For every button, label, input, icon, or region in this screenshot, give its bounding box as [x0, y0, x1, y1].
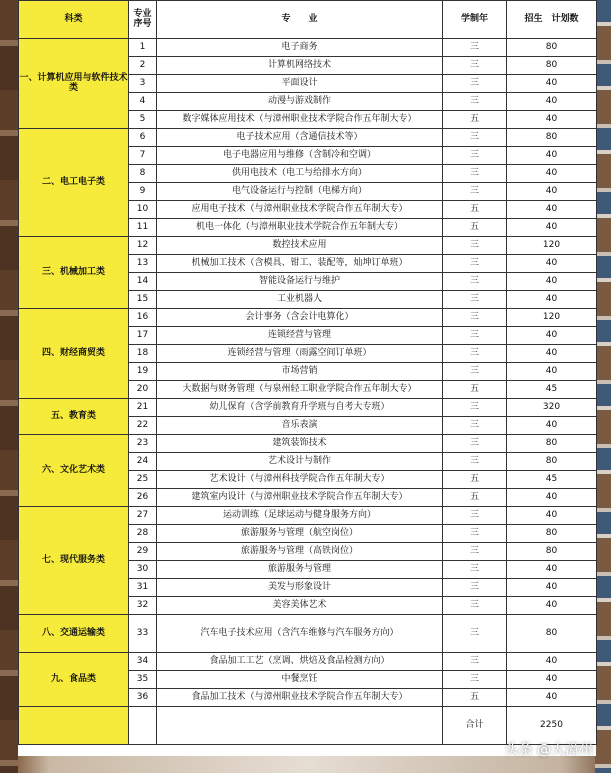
years-cell: 三: [443, 237, 507, 255]
plan-cell: 40: [507, 345, 597, 363]
years-cell: 三: [443, 291, 507, 309]
seq-cell: 11: [129, 219, 157, 237]
header-category: 科类: [19, 1, 129, 39]
major-cell: 电子商务: [157, 39, 443, 57]
seq-cell: 7: [129, 147, 157, 165]
header-major: 专 业: [157, 1, 443, 39]
major-cell: 美发与形象设计: [157, 579, 443, 597]
plan-cell: 40: [507, 653, 597, 671]
major-cell: 计算机网络技术: [157, 57, 443, 75]
major-cell: 数字媒体应用技术（与漳州职业技术学院合作五年制大专）: [157, 111, 443, 129]
table-row: [19, 615, 597, 653]
plan-cell: 320: [507, 399, 597, 417]
years-cell: 五: [443, 471, 507, 489]
major-cell: 机电一体化（与漳州职业技术学院合作五年制大专）: [157, 219, 443, 237]
years-cell: 三: [443, 39, 507, 57]
table-row: [19, 435, 597, 453]
years-cell: 三: [443, 435, 507, 453]
major-cell: 运动训练（足球运动与健身服务方向）: [157, 507, 443, 525]
table-row: [19, 129, 597, 147]
plan-cell: 40: [507, 363, 597, 381]
plan-cell: 40: [507, 489, 597, 507]
years-cell: 三: [443, 183, 507, 201]
seq-cell: 34: [129, 653, 157, 671]
major-cell: 艺术设计与制作: [157, 453, 443, 471]
years-cell: 三: [443, 147, 507, 165]
major-cell: 连锁经营与管理: [157, 327, 443, 345]
category-cell: 四、财经商贸类: [19, 309, 129, 399]
seq-cell: 13: [129, 255, 157, 273]
years-cell: 三: [443, 255, 507, 273]
seq-cell: 33: [129, 615, 157, 653]
plan-cell: 40: [507, 327, 597, 345]
years-cell: 五: [443, 111, 507, 129]
major-cell: 电子电器应用与维修（含制冷和空调）: [157, 147, 443, 165]
category-cell: 一、计算机应用与软件技术类: [19, 39, 129, 129]
years-cell: 三: [443, 579, 507, 597]
plan-cell: 40: [507, 75, 597, 93]
major-cell: 汽车电子技术应用（含汽车维修与汽车服务方向）: [157, 615, 443, 653]
years-cell: 三: [443, 417, 507, 435]
major-cell: 食品加工技术（与漳州职业技术学院合作五年制大专）: [157, 689, 443, 707]
seq-cell: 5: [129, 111, 157, 129]
table-row: [19, 507, 597, 525]
years-cell: 三: [443, 309, 507, 327]
years-cell: 五: [443, 201, 507, 219]
years-cell: 三: [443, 561, 507, 579]
years-cell: 三: [443, 615, 507, 653]
table-body: [19, 39, 597, 745]
years-cell: 三: [443, 75, 507, 93]
seq-cell: 17: [129, 327, 157, 345]
major-cell: 艺术设计（与漳州科技学院合作五年制大专）: [157, 471, 443, 489]
seq-cell: 30: [129, 561, 157, 579]
seq-cell: 2: [129, 57, 157, 75]
bookshelf-right-background: [595, 0, 611, 773]
major-cell: 大数据与财务管理（与泉州轻工职业学院合作五年制大专）: [157, 381, 443, 399]
years-cell: 三: [443, 597, 507, 615]
plan-cell: 40: [507, 111, 597, 129]
years-cell: 三: [443, 671, 507, 689]
major-cell: 建筑室内设计（与漳州职业技术学院合作五年制大专）: [157, 489, 443, 507]
plan-cell: 80: [507, 525, 597, 543]
years-cell: 三: [443, 363, 507, 381]
header-years: 学制年: [443, 1, 507, 39]
major-cell: 会计事务（含会计电算化）: [157, 309, 443, 327]
plan-cell: 40: [507, 147, 597, 165]
table-row: [19, 237, 597, 255]
seq-cell: 35: [129, 671, 157, 689]
major-cell: 幼儿保育（含学前教育升学班与自考大专班）: [157, 399, 443, 417]
plan-cell: 80: [507, 453, 597, 471]
enrollment-table: [18, 0, 597, 745]
total-value: 2250: [507, 707, 597, 745]
total-seq-cell: [129, 707, 157, 745]
years-cell: 五: [443, 219, 507, 237]
years-cell: 三: [443, 345, 507, 363]
plan-cell: 40: [507, 579, 597, 597]
header-seq: 专业 序号: [129, 1, 157, 39]
watermark-text: 头条 @大漳州: [504, 742, 593, 758]
seq-cell: 19: [129, 363, 157, 381]
plan-cell: 40: [507, 219, 597, 237]
major-cell: 连锁经营与管理（雨露空间订单班）: [157, 345, 443, 363]
seq-cell: 4: [129, 93, 157, 111]
seq-cell: 1: [129, 39, 157, 57]
seq-cell: 12: [129, 237, 157, 255]
category-cell: 六、文化艺术类: [19, 435, 129, 507]
plan-cell: 40: [507, 201, 597, 219]
plan-cell: 40: [507, 183, 597, 201]
years-cell: 三: [443, 165, 507, 183]
major-cell: 应用电子技术（与漳州职业技术学院合作五年制大专）: [157, 201, 443, 219]
category-cell: 五、教育类: [19, 399, 129, 435]
category-cell: 七、现代服务类: [19, 507, 129, 615]
seq-cell: 31: [129, 579, 157, 597]
total-major-cell: [157, 707, 443, 745]
years-cell: 五: [443, 489, 507, 507]
major-cell: 电子技术应用（含通信技术等）: [157, 129, 443, 147]
bookshelf-left-background: [0, 0, 18, 773]
seq-cell: 24: [129, 453, 157, 471]
major-cell: 平面设计: [157, 75, 443, 93]
years-cell: 三: [443, 525, 507, 543]
seq-cell: 27: [129, 507, 157, 525]
years-cell: 三: [443, 273, 507, 291]
seq-cell: 18: [129, 345, 157, 363]
years-cell: 三: [443, 129, 507, 147]
total-category-cell: [19, 707, 129, 745]
plan-cell: 40: [507, 255, 597, 273]
seq-cell: 22: [129, 417, 157, 435]
years-cell: 五: [443, 689, 507, 707]
plan-cell: 120: [507, 237, 597, 255]
major-cell: 市场营销: [157, 363, 443, 381]
total-label: 合计: [443, 707, 507, 745]
seq-cell: 15: [129, 291, 157, 309]
seq-cell: 16: [129, 309, 157, 327]
years-cell: 三: [443, 57, 507, 75]
major-cell: 供用电技术（电工与给排水方向）: [157, 165, 443, 183]
plan-cell: 40: [507, 417, 597, 435]
header-row: [19, 1, 597, 39]
seq-cell: 14: [129, 273, 157, 291]
header-plan: 招生 计划数: [507, 1, 597, 39]
years-cell: 三: [443, 653, 507, 671]
plan-cell: 40: [507, 689, 597, 707]
years-cell: 三: [443, 453, 507, 471]
category-cell: 九、食品类: [19, 653, 129, 707]
category-cell: 八、交通运输类: [19, 615, 129, 653]
major-cell: 旅游服务与管理: [157, 561, 443, 579]
plan-cell: 40: [507, 671, 597, 689]
major-cell: 美容美体艺术: [157, 597, 443, 615]
major-cell: 电气设备运行与控制（电梯方向）: [157, 183, 443, 201]
years-cell: 三: [443, 543, 507, 561]
plan-cell: 80: [507, 39, 597, 57]
table-row: [19, 39, 597, 57]
table-row: [19, 399, 597, 417]
major-cell: 建筑装饰技术: [157, 435, 443, 453]
plan-cell: 40: [507, 561, 597, 579]
plan-cell: 80: [507, 57, 597, 75]
major-cell: 工业机器人: [157, 291, 443, 309]
seq-cell: 32: [129, 597, 157, 615]
major-cell: 动漫与游戏制作: [157, 93, 443, 111]
plan-cell: 40: [507, 93, 597, 111]
major-cell: 数控技术应用: [157, 237, 443, 255]
plan-cell: 40: [507, 291, 597, 309]
seq-cell: 10: [129, 201, 157, 219]
plan-cell: 40: [507, 507, 597, 525]
plan-cell: 120: [507, 309, 597, 327]
seq-cell: 25: [129, 471, 157, 489]
seq-cell: 29: [129, 543, 157, 561]
major-cell: 机械加工技术（含模具、钳工、装配等，灿坤订单班）: [157, 255, 443, 273]
seq-cell: 8: [129, 165, 157, 183]
category-cell: 二、电工电子类: [19, 129, 129, 237]
seq-cell: 6: [129, 129, 157, 147]
plan-cell: 40: [507, 597, 597, 615]
plan-cell: 80: [507, 129, 597, 147]
major-cell: 食品加工工艺（烹调、烘焙及食品检测方向）: [157, 653, 443, 671]
category-cell: 三、机械加工类: [19, 237, 129, 309]
years-cell: 三: [443, 327, 507, 345]
plan-cell: 45: [507, 471, 597, 489]
years-cell: 三: [443, 399, 507, 417]
major-cell: 中餐烹饪: [157, 671, 443, 689]
plan-cell: 45: [507, 381, 597, 399]
major-cell: 音乐表演: [157, 417, 443, 435]
plan-cell: 80: [507, 615, 597, 653]
seq-cell: 26: [129, 489, 157, 507]
seq-cell: 20: [129, 381, 157, 399]
seq-cell: 23: [129, 435, 157, 453]
seq-cell: 21: [129, 399, 157, 417]
plan-cell: 80: [507, 435, 597, 453]
plan-cell: 40: [507, 273, 597, 291]
years-cell: 五: [443, 381, 507, 399]
table-row: [19, 309, 597, 327]
seq-cell: 9: [129, 183, 157, 201]
plan-cell: 80: [507, 543, 597, 561]
years-cell: 三: [443, 93, 507, 111]
major-cell: 旅游服务与管理（航空岗位）: [157, 525, 443, 543]
seq-cell: 36: [129, 689, 157, 707]
table-row: [19, 653, 597, 671]
enrollment-plan-sheet: [18, 0, 596, 756]
years-cell: 三: [443, 507, 507, 525]
major-cell: 智能设备运行与维护: [157, 273, 443, 291]
major-cell: 旅游服务与管理（高铁岗位）: [157, 543, 443, 561]
seq-cell: 28: [129, 525, 157, 543]
seq-cell: 3: [129, 75, 157, 93]
plan-cell: 40: [507, 165, 597, 183]
